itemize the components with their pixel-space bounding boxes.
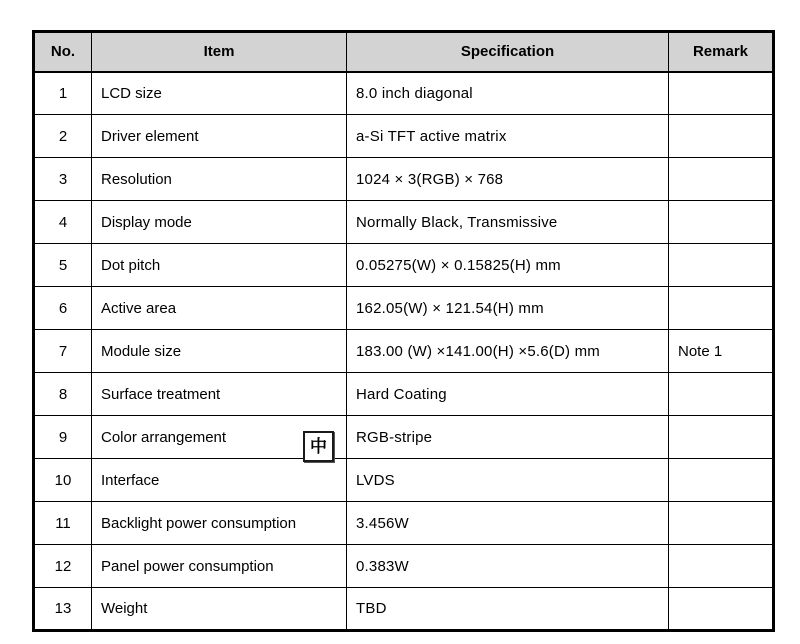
cell-item: Display mode (92, 201, 347, 244)
cell-remark (669, 72, 774, 115)
cell-spec: 8.0 inch diagonal (347, 72, 669, 115)
cell-spec: Normally Black, Transmissive (347, 201, 669, 244)
cell-item: Interface (92, 459, 347, 502)
cell-spec: TBD (347, 588, 669, 631)
cell-spec: 183.00 (W) ×141.00(H) ×5.6(D) mm (347, 330, 669, 373)
cell-no: 12 (34, 545, 92, 588)
spec-table (32, 30, 775, 632)
cell-remark (669, 287, 774, 330)
column-header-no: No. (34, 32, 92, 72)
cell-item: Surface treatment (92, 373, 347, 416)
cell-item: Driver element (92, 115, 347, 158)
cell-no: 10 (34, 459, 92, 502)
table-row (34, 373, 774, 416)
cell-remark (669, 244, 774, 287)
cell-item: LCD size (92, 72, 347, 115)
column-header-remark: Remark (669, 32, 774, 72)
cell-spec: 162.05(W) × 121.54(H) mm (347, 287, 669, 330)
cell-no: 5 (34, 244, 92, 287)
cell-item: Dot pitch (92, 244, 347, 287)
table-row (34, 545, 774, 588)
cell-remark (669, 416, 774, 459)
cell-item: Color arrangement (92, 416, 347, 459)
table-header (34, 32, 774, 72)
cell-spec: 0.05275(W) × 0.15825(H) mm (347, 244, 669, 287)
cell-item: Module size (92, 330, 347, 373)
cell-no: 3 (34, 158, 92, 201)
cell-remark (669, 158, 774, 201)
table-row (34, 416, 774, 459)
table-row (34, 330, 774, 373)
cell-item: Panel power consumption (92, 545, 347, 588)
cell-remark (669, 459, 774, 502)
cell-spec: 3.456W (347, 502, 669, 545)
table-body (34, 72, 774, 631)
column-header-specification: Specification (347, 32, 669, 72)
cell-remark (669, 201, 774, 244)
cell-remark: Note 1 (669, 330, 774, 373)
cell-spec: RGB-stripe (347, 416, 669, 459)
cell-no: 4 (34, 201, 92, 244)
table-row (34, 459, 774, 502)
cell-spec: LVDS (347, 459, 669, 502)
column-header-item: Item (92, 32, 347, 72)
table-row (34, 502, 774, 545)
cell-remark (669, 588, 774, 631)
cell-no: 8 (34, 373, 92, 416)
cell-remark (669, 502, 774, 545)
cell-no: 2 (34, 115, 92, 158)
cell-spec: a-Si TFT active matrix (347, 115, 669, 158)
ime-indicator-icon[interactable]: 中 (303, 431, 334, 462)
cell-no: 1 (34, 72, 92, 115)
cell-item: Resolution (92, 158, 347, 201)
cell-remark (669, 545, 774, 588)
cell-item: Backlight power consumption (92, 502, 347, 545)
cell-no: 6 (34, 287, 92, 330)
header-row (34, 32, 774, 72)
table-row (34, 158, 774, 201)
cell-spec: Hard Coating (347, 373, 669, 416)
cell-remark (669, 115, 774, 158)
cell-spec: 0.383W (347, 545, 669, 588)
cell-no: 11 (34, 502, 92, 545)
table-row (34, 287, 774, 330)
table-row (34, 72, 774, 115)
cell-no: 7 (34, 330, 92, 373)
cell-item: Active area (92, 287, 347, 330)
table-row (34, 201, 774, 244)
table-row (34, 588, 774, 631)
table-row (34, 115, 774, 158)
cell-remark (669, 373, 774, 416)
cell-spec: 1024 × 3(RGB) × 768 (347, 158, 669, 201)
table-row (34, 244, 774, 287)
cell-no: 13 (34, 588, 92, 631)
cell-no: 9 (34, 416, 92, 459)
cell-item: Weight (92, 588, 347, 631)
